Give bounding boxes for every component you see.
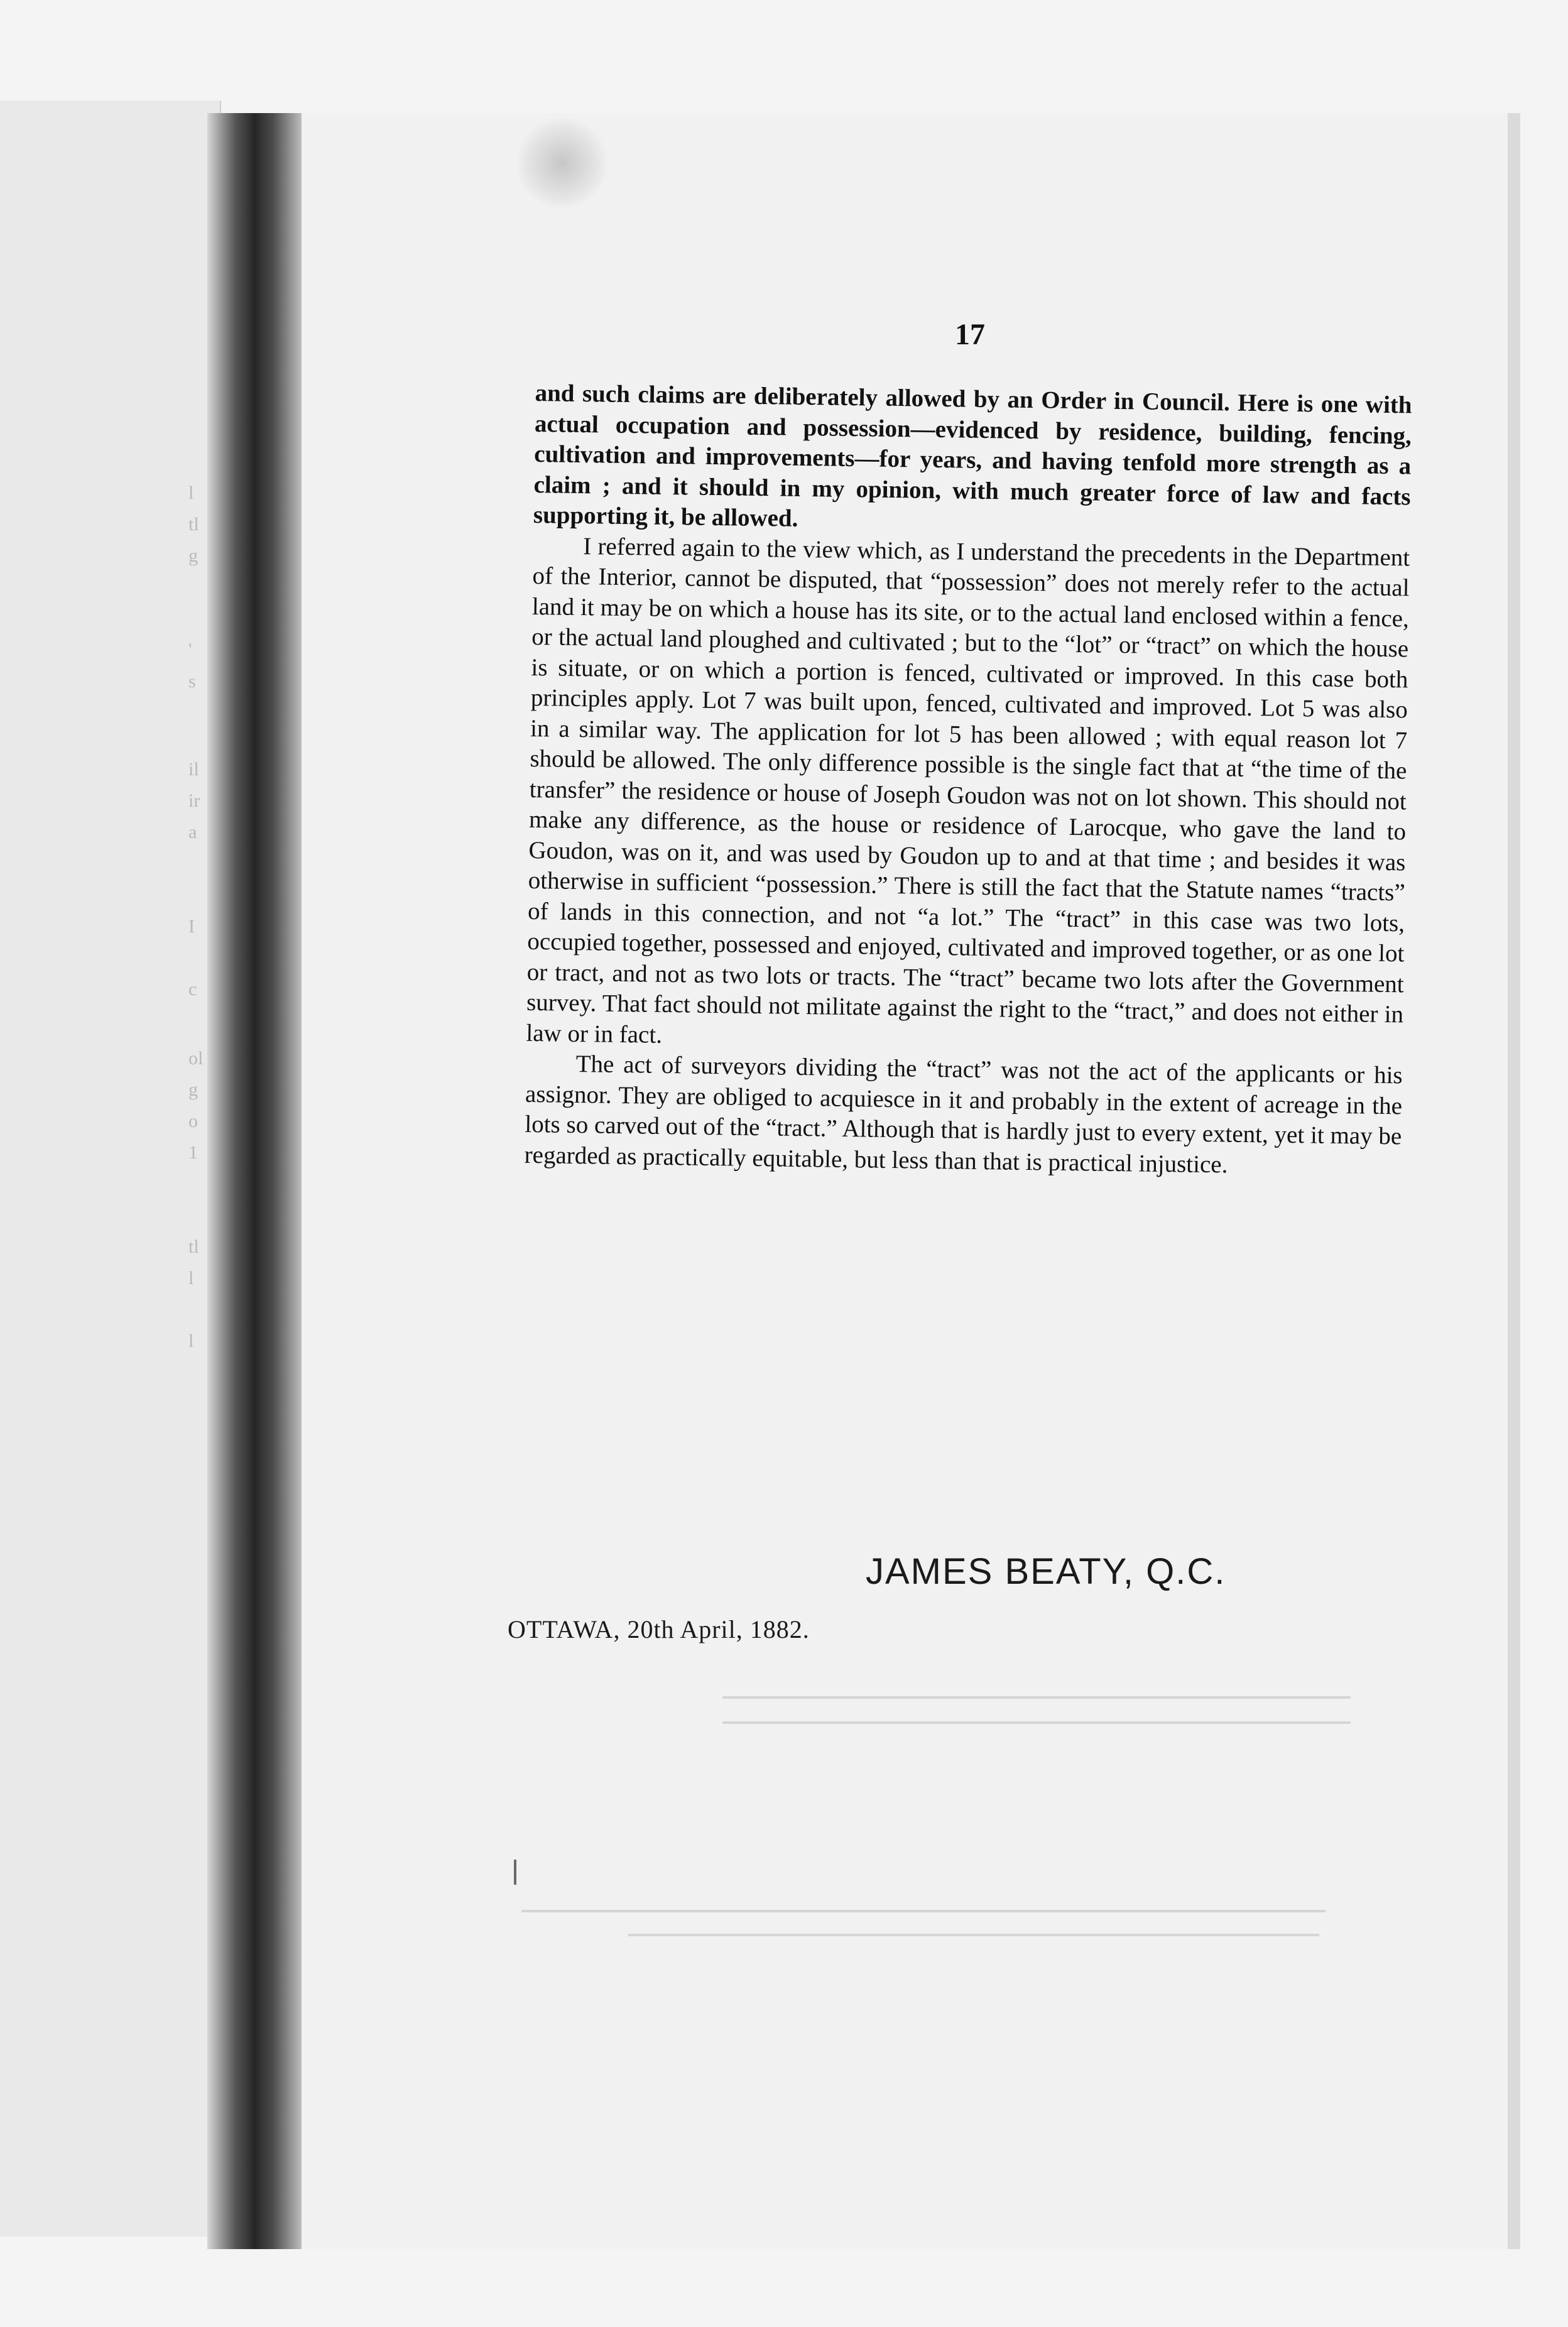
show-through-line [628, 1934, 1319, 1936]
left-page-fragment: ir [188, 790, 200, 811]
left-page-fragment: I [188, 916, 195, 937]
left-page-fragment: c [188, 979, 197, 1000]
show-through-line [722, 1721, 1351, 1724]
left-page-fragment: tl [188, 514, 199, 535]
left-page-fragment: l [188, 1268, 194, 1289]
left-page [0, 101, 221, 2237]
left-page-fragment: l [188, 1331, 194, 1351]
left-page-fragment: ol [188, 1048, 204, 1069]
dateline: OTTAWA, 20th April, 1882. [508, 1615, 810, 1643]
page-number: 17 [955, 318, 985, 351]
stray-mark [514, 1860, 516, 1885]
book-gutter-shadow [207, 113, 302, 2249]
left-page-fragment: l [188, 482, 194, 503]
ink-smudge [515, 116, 609, 210]
paragraph: The act of surveyors dividing the “tract” was not the act of the applicants or his assignor. They are obliged to acquiesce in it and probably in the extent of acreage in the lots so carved out of the “tract.” Although that is hardly just to every extent, yet it may be regarded as practically equitable, but less than that is practical injustice. [524, 1050, 1403, 1179]
left-page-fragment: o [188, 1111, 198, 1131]
page-edge [1508, 113, 1520, 2249]
show-through-line [521, 1910, 1326, 1912]
signature: JAMES BEATY, Q.C. [866, 1551, 1226, 1592]
left-page-fragment: tl [188, 1236, 199, 1257]
left-page-fragment: g [188, 1079, 198, 1100]
paragraph: I referred again to the view which, as I understand the precedents in the Department of the Interior, cannot be disputed, that “possession” does not merely refer to the actual land it may be on which a house has its site, or to the actual land enclosed within a fence, or the actual land ploughed and cultivated ; but to the “lot” or “tract” on which the house is situate, or on which a portion is fenced, cultivated or improved. In this case both principles apply. Lot 7 was built upon, fenced, cultivated and improved. Lot 5 was also in a similar way. The application for lot 5 has been allowed ; with equal reason lot 7 should be allowed. The only difference possible is the single fact that at “the time of the transfer” the residence or house of Joseph Goudon was not on lot shown. This should not make any difference, as the house or residence of Larocque, who gave the land to Goudon, was on it, and was used by Goudon up to and at that time ; and besides it was otherwise in sufficient “possession.” There is still the fact that the Statute names “tracts” of lands in this connection, and not “a lot.” The “tract” in this case was two lots, occupied together, possessed and enjoyed, cultivated and improved together, or as one lot or tract, and not as two lots or tracts. The “tract” became two lots after the Government survey. That fact should not militate against the right to the “tract,” and does not either in law or in fact. [526, 532, 1410, 1049]
left-page-fragment: a [188, 822, 197, 842]
left-page-fragment: g [188, 545, 198, 566]
left-page-fragment: il [188, 759, 199, 780]
paragraph: and such claims are deliberately allowed by an Order in Council. Here is one with actual occupation and possession—evidenced by residence, building, fencing, cultivation and improvements—for years, and having tenfold more strength as a claim ; and it should in my opinion, with much greater force of law and facts supporting it, be allowed. [533, 379, 1412, 532]
show-through-line [722, 1696, 1351, 1699]
body-text [524, 378, 1412, 1182]
left-page-fragment: ' [188, 640, 192, 660]
left-page-fragment: 1 [188, 1142, 198, 1163]
left-page-fragment: s [188, 671, 196, 692]
